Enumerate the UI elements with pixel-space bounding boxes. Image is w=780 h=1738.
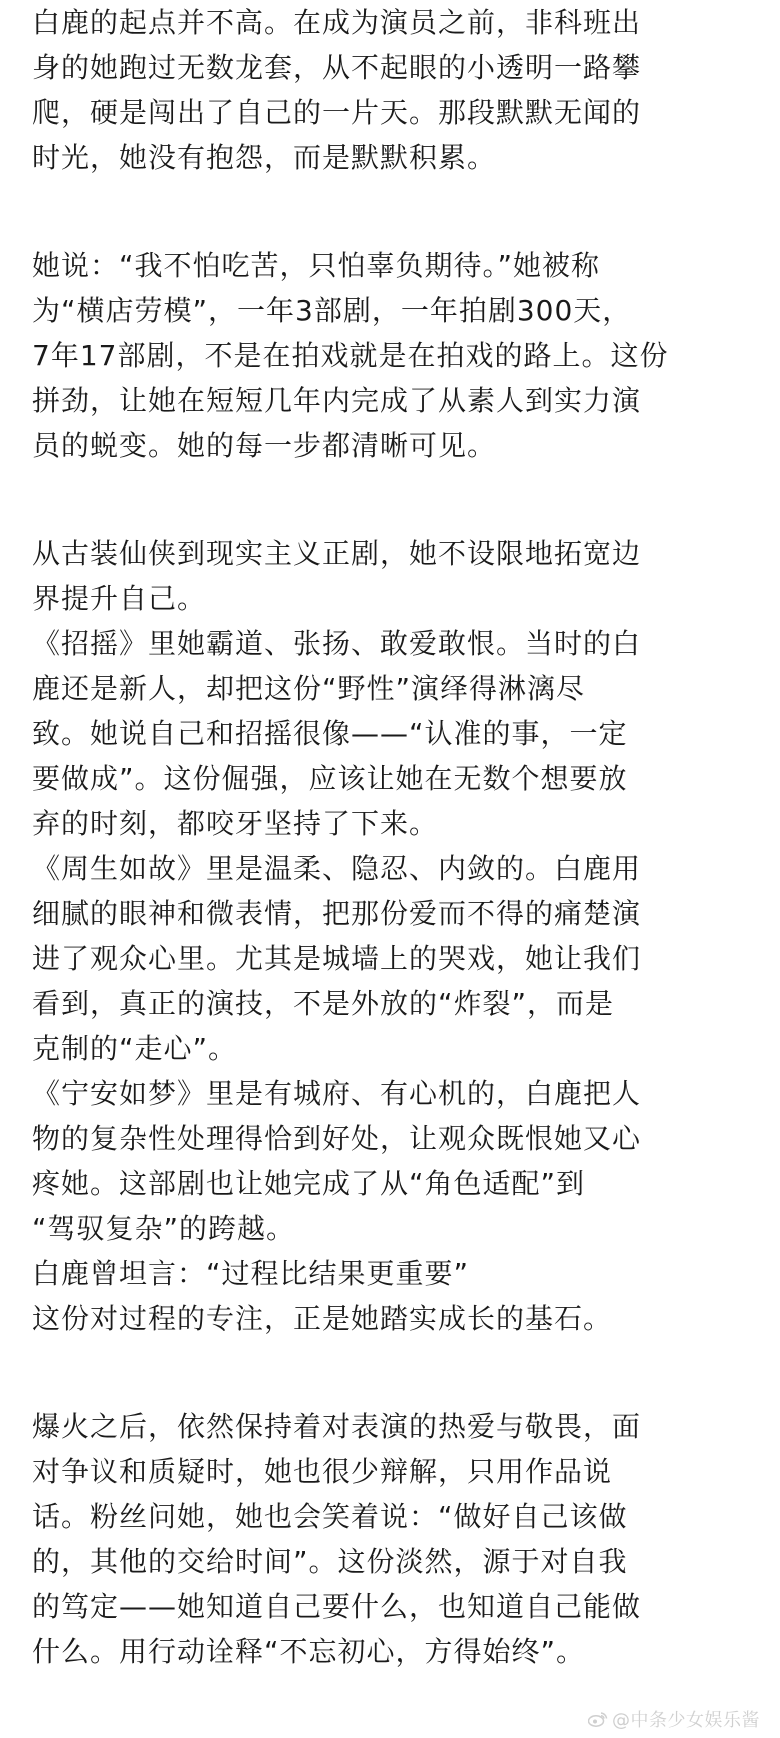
text-line: 白鹿曾坦言：“过程比结果更重要” xyxy=(32,1257,470,1290)
text-line: 白鹿的起点并不高。在成为演员之前，非科班出 xyxy=(32,6,642,39)
text-line: 克制的“走心”。 xyxy=(32,1032,238,1065)
paragraph-3 xyxy=(32,531,748,1341)
paragraph-1 xyxy=(32,0,748,180)
text-line: 物的复杂性处理得恰到好处，让观众既恨她又心 xyxy=(32,1122,642,1155)
paragraph-gap xyxy=(32,1341,748,1404)
text-line: 7年17部剧，不是在拍戏就是在拍戏的路上。这份 xyxy=(32,339,669,372)
text-line: 她说：“我不怕吃苦，只怕辜负期待。”她被称 xyxy=(32,249,601,282)
text-line: 为“横店劳模”，一年3部剧，一年拍剧300天， xyxy=(32,294,632,327)
text-line: 致。她说自己和招摇很像——“认准的事，一定 xyxy=(32,717,628,750)
watermark xyxy=(588,1706,760,1732)
text-line: 身的她跑过无数龙套，从不起眼的小透明一路攀 xyxy=(32,51,642,84)
text-line: 爆火之后，依然保持着对表演的热爱与敬畏，面 xyxy=(32,1410,642,1443)
text-line: 《招摇》里她霸道、张扬、敢爱敢恨。当时的白 xyxy=(32,627,642,660)
text-line: 看到，真正的演技，不是外放的“炸裂”，而是 xyxy=(32,987,615,1020)
text-line: 《周生如故》里是温柔、隐忍、内敛的。白鹿用 xyxy=(32,852,642,885)
text-line: 的笃定——她知道自己要什么，也知道自己能做 xyxy=(32,1590,642,1623)
text-line: 什么。用行动诠释“不忘初心，方得始终”。 xyxy=(32,1635,586,1668)
weibo-icon xyxy=(588,1711,608,1727)
text-line: 话。粉丝问她，她也会笑着说：“做好自己该做 xyxy=(32,1500,628,1533)
watermark-text: @中条少女娱乐酱 xyxy=(612,1710,760,1731)
text-line: 爬，硬是闯出了自己的一片天。那段默默无闻的 xyxy=(32,96,642,129)
text-line: 弃的时刻，都咬牙坚持了下来。 xyxy=(32,807,439,840)
article-body xyxy=(32,0,748,1674)
text-line: 进了观众心里。尤其是城墙上的哭戏，她让我们 xyxy=(32,942,642,975)
text-line: 鹿还是新人，却把这份“野性”演绎得淋漓尽 xyxy=(32,672,586,705)
paragraph-gap xyxy=(32,468,748,531)
text-line: “驾驭复杂”的跨越。 xyxy=(32,1212,296,1245)
text-line: 界提升自己。 xyxy=(32,582,207,615)
text-line: 的，其他的交给时间”。这份淡然，源于对自我 xyxy=(32,1545,628,1578)
text-line: 拼劲，让她在短短几年内完成了从素人到实力演 xyxy=(32,384,642,417)
text-line: 《宁安如梦》里是有城府、有心机的，白鹿把人 xyxy=(32,1077,642,1110)
paragraph-gap xyxy=(32,180,748,243)
paragraph-2 xyxy=(32,243,748,468)
text-line: 从古装仙侠到现实主义正剧，她不设限地拓宽边 xyxy=(32,537,642,570)
text-line: 这份对过程的专注，正是她踏实成长的基石。 xyxy=(32,1302,613,1335)
text-line: 员的蜕变。她的每一步都清晰可见。 xyxy=(32,429,497,462)
text-line: 疼她。这部剧也让她完成了从“角色适配”到 xyxy=(32,1167,586,1200)
text-line: 时光，她没有抱怨，而是默默积累。 xyxy=(32,141,497,174)
text-line: 细腻的眼神和微表情，把那份爱而不得的痛楚演 xyxy=(32,897,642,930)
text-line: 对争议和质疑时，她也很少辩解，只用作品说 xyxy=(32,1455,613,1488)
paragraph-4 xyxy=(32,1404,748,1674)
text-line: 要做成”。这份倔强，应该让她在无数个想要放 xyxy=(32,762,628,795)
